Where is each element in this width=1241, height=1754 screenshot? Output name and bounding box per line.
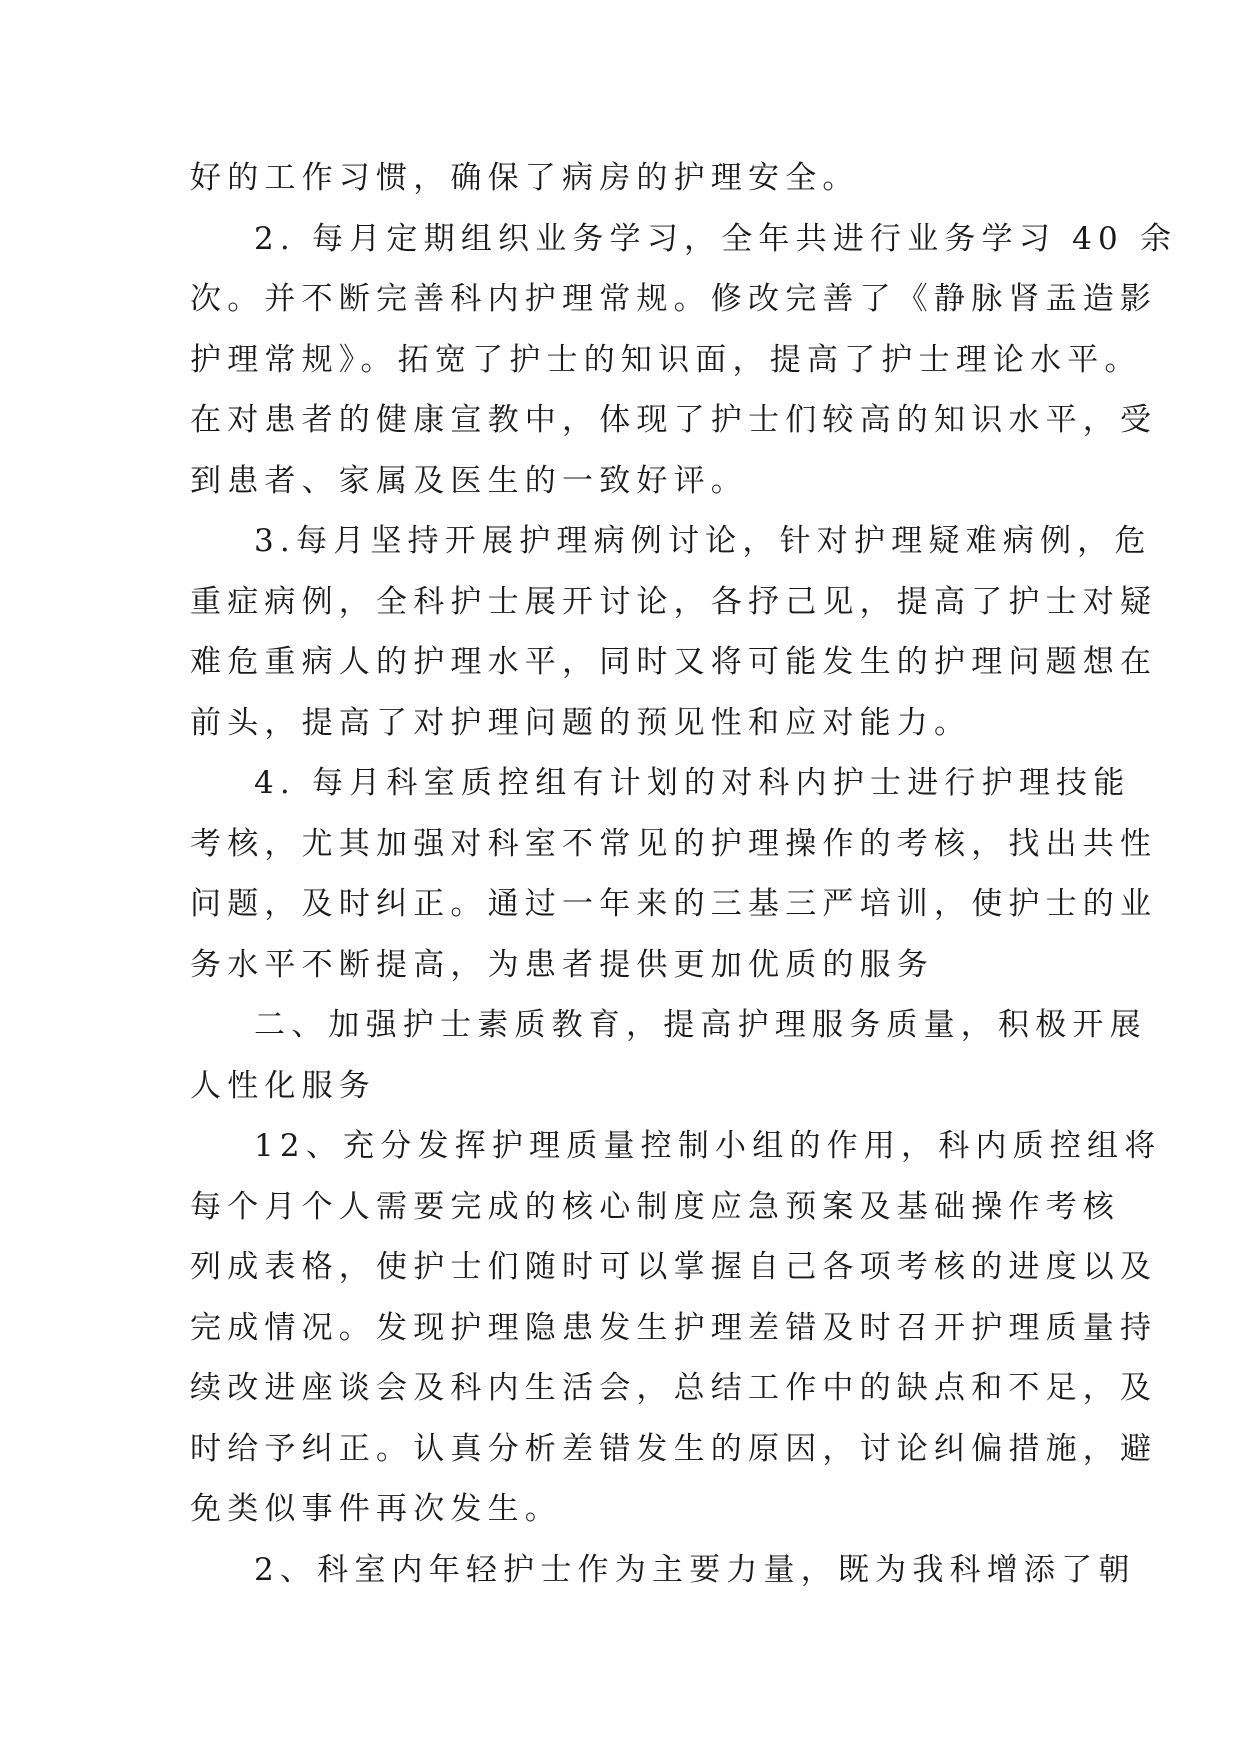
text-line: 难危重病人的护理水平，同时又将可能发生的护理问题想在 — [190, 644, 1158, 680]
text-line: 2、科室内年轻护士作为主要力量，既为我科增添了朝 — [254, 1551, 1136, 1588]
text-line: 续改进座谈会及科内生活会，总结工作中的缺点和不足，及 — [190, 1370, 1158, 1406]
text-line: 12、充分发挥护理质量控制小组的作用，科内质控组将 — [254, 1128, 1162, 1164]
text-line: 重症病例，全科护士展开讨论，各抒己见，提高了护士对疑 — [190, 583, 1158, 620]
text-line: 每个月个人需要完成的核心制度应急预案及基础操作考核 — [190, 1188, 1120, 1225]
text-line: 护理常规》。拓宽了护士的知识面，提高了护士理论水平。 — [190, 341, 1142, 378]
document-body — [190, 148, 1178, 1600]
text-line: 务水平不断提高，为患者提供更加优质的服务 — [190, 946, 934, 983]
text-line: 2. 每月定期组织业务学习，全年共进行业务学习 40 余 — [254, 220, 1178, 257]
text-line: 4. 每月科室质控组有计划的对科内护士进行护理技能 — [254, 765, 1131, 801]
text-line: 次。并不断完善科内护理常规。修改完善了《静脉肾盂造影 — [190, 281, 1158, 317]
text-line: 人性化服务 — [190, 1067, 376, 1104]
text-line: 前头，提高了对护理问题的预见性和应对能力。 — [190, 704, 972, 741]
text-line: 时给予纠正。认真分析差错发生的原因，讨论纠偏措施，避 — [190, 1430, 1158, 1467]
text-line: 好的工作习惯，确保了病房的护理安全。 — [190, 160, 860, 196]
text-line: 考核，尤其加强对科室不常见的护理操作的考核，找出共性 — [190, 825, 1158, 862]
text-line: 完成情况。发现护理隐患发生护理差错及时召开护理质量持 — [190, 1309, 1158, 1346]
text-line: 列成表格，使护士们随时可以掌握自己各项考核的进度以及 — [190, 1249, 1158, 1285]
text-line: 到患者、家属及医生的一致好评。 — [190, 462, 748, 499]
text-line: 在对患者的健康宣教中，体现了护士们较高的知识水平，受 — [190, 402, 1158, 438]
text-line: 3.每月坚持开展护理病例讨论，针对护理疑难病例，危 — [254, 523, 1152, 559]
text-line: 问题，及时纠正。通过一年来的三基三严培训，使护士的业 — [190, 886, 1158, 922]
text-line: 免类似事件再次发生。 — [190, 1491, 562, 1527]
text-line: 二、加强护士素质教育，提高护理服务质量，积极开展 — [254, 1007, 1147, 1043]
